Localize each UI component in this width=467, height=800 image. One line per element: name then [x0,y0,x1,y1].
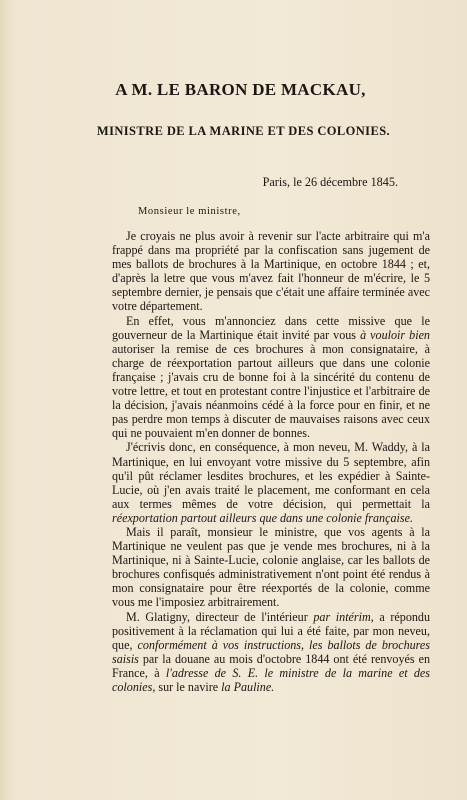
italic-text: la Pauline. [221,680,275,694]
body-paragraph [112,440,430,525]
italic-text: l'adresse de S. E. le ministre de la marine et des colonies [112,665,431,694]
text-span: , a répondu positivement à la réclamation qui lui a été faite, par mon neveu, que, [112,609,431,652]
text-span: , sur le navire [152,680,222,694]
italic-text: conformément à vos instructions, les ballots de brochures saisis [112,637,430,666]
text-span: autoriser la remise de ces brochures à mon consignataire, à charge de réexportation partout ailleurs que dans une colonie française ; j'avais cru de bonne foi à la sincérité du contenu de votre lettre, et tout en protestant contre l'injustice et l'arbitraire de la décision, j'avais néanmoins cédé à la force pour en finir, et ne pas perdre mon temps à discuter de mauvaises raisons avec ceux qui ne pouvaient m'en donner de bonnes. [112,341,430,441]
salutation: Monsieur le ministre, [138,206,241,217]
letter-subheading: MINISTRE DE LA MARINE ET DES COLONIES. [96,124,391,138]
italic-text: par intérim [313,609,371,624]
body-paragraph [112,314,430,441]
text-span: En effet, vous m'annonciez dans cette missive que le gouverneur de la Martinique était invité par vous [112,313,430,342]
letter-heading: A M. LE BARON DE MACKAU, [115,80,366,99]
text-span: M. Glatigny, directeur de l'intérieur [126,609,314,624]
text-span: Je croyais ne plus avoir à revenir sur l'acte arbitraire qui m'a frappé dans ma propriété par la confiscation sans jugement de mes ballots de brochures à la Martinique, en octobre 1844 ; et, d'après la letre que vous m'avez fait l'honneur de m'écrire, le 5 septembre dernier, je pensais que c'était une affaire terminée avec votre département. [112,229,430,314]
italic-text: réexportation partout ailleurs que dans une colonie française. [112,510,413,525]
italic-text: à vouloir bien [360,327,430,342]
body-paragraph [112,229,430,314]
dateline: Paris, le 26 décembre 1845. [262,175,398,189]
body-paragraph [112,610,430,695]
text-span: Mais il paraît, monsieur le ministre, que vos agents à la Martinique ne veulent pas que je vende mes brochures, ni à la Martinique, ni à Sainte-Lucie, colonie anglaise, car les ballots de brochures confisqués administrativement n'ont point été rendus à mon consignataire pour être réexportés de la colonie, comme vous me l'imposiez arbitrairement. [112,524,430,610]
body-paragraph [112,525,430,610]
letter-body [112,229,430,694]
text-span: par la douane au mois d'octobre 1844 ont été renvoyés en France, à [112,651,430,680]
text-span: J'écrivis donc, en conséquence, à mon neveu, M. Waddy, à la Martinique, en lui envoyant votre missive du 5 septembre, afin qu'il pût réclamer lesdites brochures, et les expédier à Sainte-Lucie, où j'en avais traité le placement, me conformant en cela aux termes mêmes de votre décision, qui permettait la [112,440,430,511]
